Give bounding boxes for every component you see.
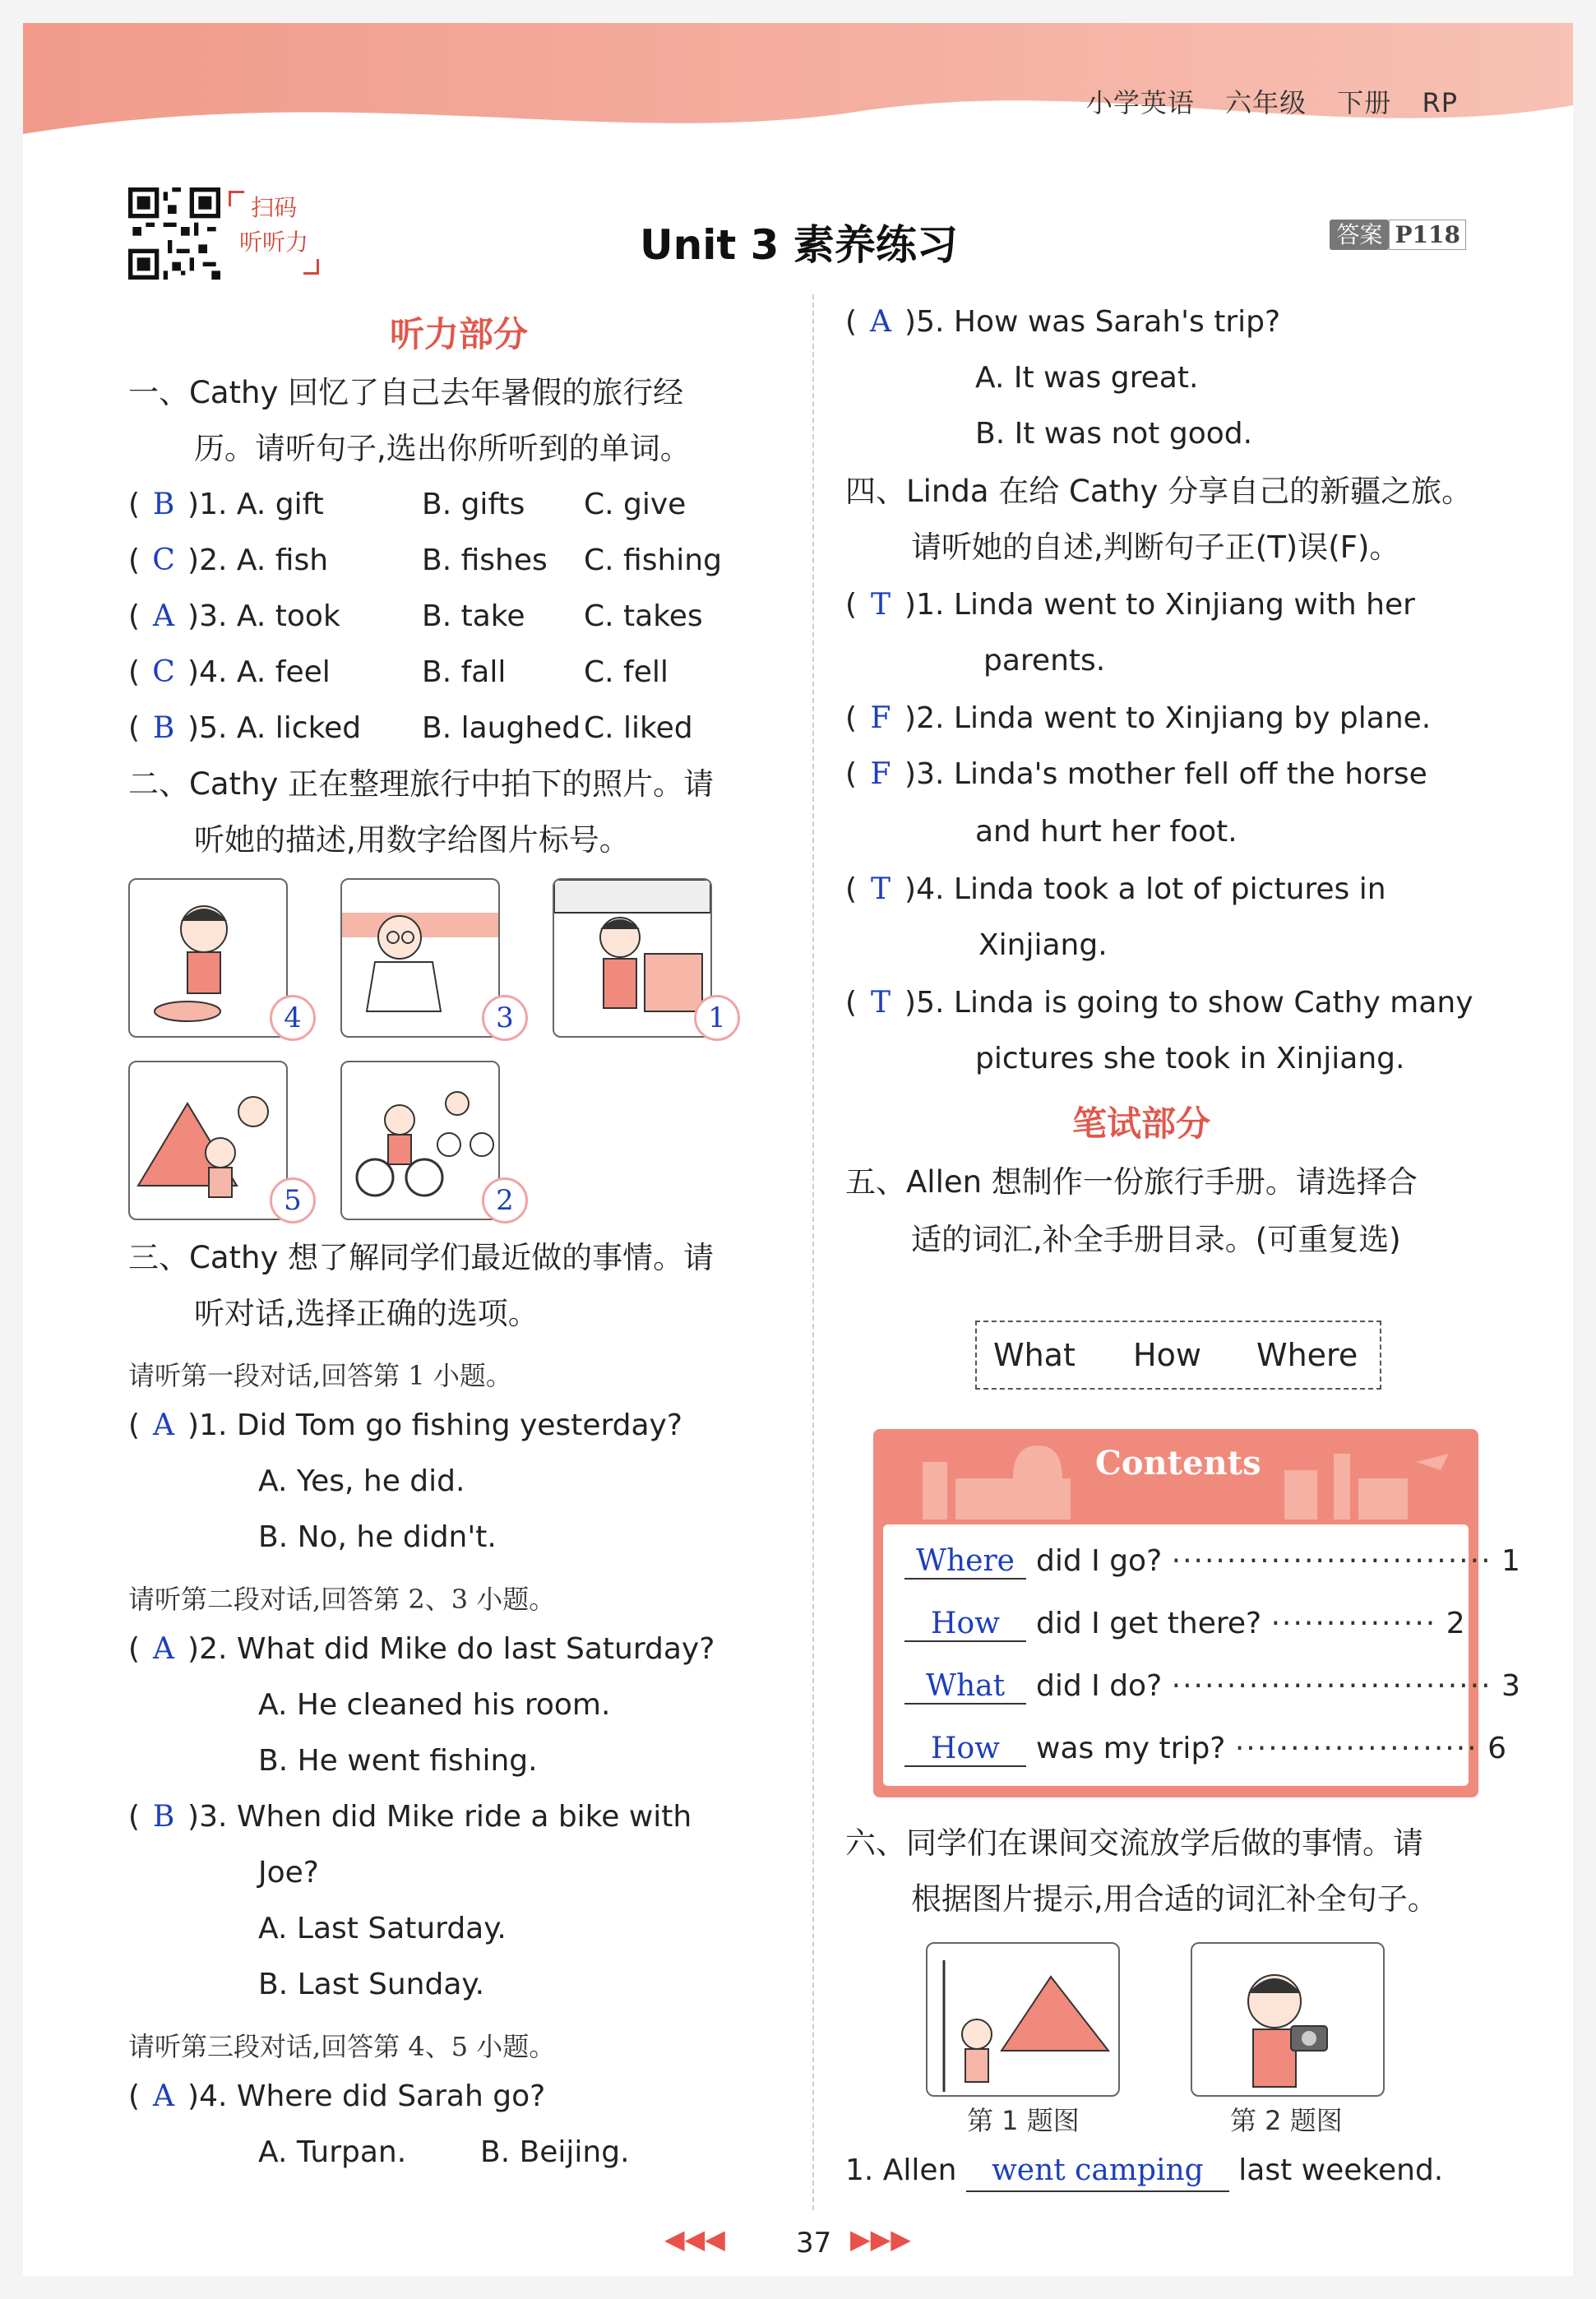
contents-row: How was my trip? ······················ 6	[904, 1732, 1506, 1767]
q1-option-a: A. Yes, he did.	[258, 1464, 465, 1498]
q3-option-a: A. Last Saturday.	[258, 1912, 507, 1945]
answer-mark: F	[870, 701, 891, 735]
edition-tag: RP	[1422, 87, 1458, 118]
listening-heading: 听力部分	[389, 314, 528, 354]
next-page-arrows[interactable]: ▶▶▶	[850, 2223, 911, 2255]
boy-fallen-hurt-icon	[340, 878, 500, 1038]
volume-tag: 下册	[1337, 87, 1392, 118]
answer-mark: B	[152, 711, 175, 745]
answer-page: P118	[1389, 220, 1466, 250]
dialog-note-3: 请听第三段对话,回答第 4、5 小题。	[128, 2031, 556, 2062]
answer-mark: B	[152, 488, 175, 521]
q4-option-a: A. Turpan.	[258, 2135, 407, 2169]
list-item: ( C )4. A. feel	[128, 653, 331, 692]
list-item: ( C )2. A. fish	[128, 541, 328, 581]
tf-item: ( T )5. Linda is going to show Cathy many	[845, 983, 1473, 1023]
dialog-note-2: 请听第二段对话,回答第 2、3 小题。	[128, 1584, 556, 1615]
option-c: C. takes	[584, 599, 703, 633]
word-bank-item: Where	[1256, 1337, 1358, 1373]
option-c: C. give	[584, 488, 687, 521]
contents-row: What did I do? ····························· 3	[904, 1669, 1520, 1705]
answer-reference	[1330, 217, 1466, 250]
sentence-1: 1. Allen went camping last weekend.	[845, 2151, 1443, 2192]
answer-mark: A	[153, 599, 175, 633]
question-4: ( A )4. Where did Sarah go?	[128, 2077, 545, 2116]
boy-camping-tent-icon	[926, 1942, 1120, 2097]
list-item: ( A )3. A. took	[128, 597, 340, 636]
girl-at-window-icon	[553, 878, 712, 1038]
tf-item: ( F )2. Linda went to Xinjiang by plane.	[845, 699, 1431, 738]
q2-option-b: B. He went fishing.	[258, 1744, 538, 1778]
part2-title-line1: 二、Cathy 正在整理旅行中拍下的照片。请	[128, 766, 715, 802]
option-c: C. liked	[584, 711, 693, 745]
picture-label-badge: 5	[270, 1177, 316, 1224]
page-title: Unit 3 素养练习	[640, 221, 958, 269]
picture-label-badge: 2	[482, 1177, 528, 1224]
part6-title-line2: 根据图片提示,用合适的词汇补全句子。	[911, 1881, 1438, 1917]
picture-label-badge: 1	[694, 995, 740, 1041]
part4-title-line1: 四、Linda 在给 Cathy 分享自己的新疆之旅。	[845, 474, 1473, 509]
scan-text-1: 扫码	[250, 194, 297, 221]
part1-title-line2: 历。请听句子,选出你所听到的单词。	[194, 431, 691, 466]
contents-card	[873, 1429, 1520, 1797]
answer-label: 答案	[1330, 220, 1389, 250]
question-3: ( B )3. When did Mike ride a bike with	[128, 1797, 692, 1837]
answer-blank[interactable]: How	[904, 1607, 1026, 1642]
tf-item-line2: Xinjiang.	[978, 928, 1108, 962]
answer-mark: A	[153, 2079, 175, 2113]
answer-blank[interactable]: How	[904, 1732, 1026, 1767]
q2-option-a: A. He cleaned his room.	[258, 1688, 611, 1722]
tf-item-line2: and hurt her foot.	[975, 815, 1237, 849]
part6-title-line1: 六、同学们在课间交流放学后做的事情。请	[845, 1825, 1423, 1861]
answer-mark: C	[152, 655, 175, 689]
girl-eating-fish-icon	[128, 878, 288, 1038]
q1-option-b: B. No, he didn't.	[258, 1520, 497, 1554]
option-b: B. take	[422, 599, 525, 633]
answer-mark: T	[871, 588, 891, 622]
answer-mark: F	[870, 757, 891, 791]
scan-listen-label[interactable]	[229, 191, 319, 275]
tf-item: ( T )4. Linda took a lot of pictures in	[845, 870, 1386, 909]
dialog-note-1: 请听第一段对话,回答第 1 小题。	[128, 1360, 512, 1391]
contents-list	[883, 1524, 1520, 1786]
subject-tag: 小学英语	[1085, 87, 1195, 118]
part1-title-line1: 一、Cathy 回忆了自己去年暑假的旅行经	[128, 375, 684, 410]
part3-title-line1: 三、Cathy 想了解同学们最近做的事情。请	[128, 1240, 715, 1275]
grade-tag: 六年级	[1225, 87, 1307, 118]
tf-item-line2: pictures she took in Xinjiang.	[975, 1042, 1405, 1075]
kids-camping-tent-icon	[128, 1061, 288, 1220]
answer-mark: C	[152, 544, 175, 577]
q3-text-line2: Joe?	[258, 1856, 319, 1890]
scan-text-2: 听听力	[238, 229, 308, 256]
page-number: 37	[796, 2227, 832, 2260]
q5-option-a: A. It was great.	[975, 361, 1199, 395]
answer-blank[interactable]: Where	[904, 1544, 1026, 1580]
tf-item: ( F )3. Linda's mother fell off the horse	[845, 755, 1427, 794]
part3-title-line2: 听对话,选择正确的选项。	[194, 1296, 539, 1331]
answer-blank[interactable]: What	[904, 1669, 1026, 1705]
question-5: ( A )5. How was Sarah's trip?	[845, 303, 1280, 342]
picture-caption-2: 第 2 题图	[1230, 2105, 1343, 2136]
contents-title: Contents	[1095, 1444, 1261, 1483]
question-2: ( A )2. What did Mike do last Saturday?	[128, 1630, 715, 1669]
word-bank-item: What	[993, 1337, 1076, 1373]
answer-mark: A	[153, 1409, 175, 1442]
answer-blank[interactable]: went camping	[966, 2151, 1229, 2192]
answer-mark: B	[152, 1800, 175, 1834]
list-item: ( B )1. A. gift	[128, 485, 324, 525]
answer-mark: A	[870, 305, 892, 339]
part5-title-line1: 五、Allen 想制作一份旅行手册。请选择合	[845, 1164, 1418, 1200]
page	[23, 23, 1573, 2276]
column-divider	[812, 294, 814, 2210]
girl-camera-icon	[1191, 1942, 1385, 2097]
tf-item-line2: parents.	[983, 644, 1106, 678]
book-info	[1065, 82, 1458, 120]
part2-title-line2: 听她的描述,用数字给图片标号。	[194, 822, 630, 858]
question-1: ( A )1. Did Tom go fishing yesterday?	[128, 1406, 682, 1446]
contents-row: Where did I go? ····························· 1	[904, 1544, 1520, 1580]
prev-page-arrows[interactable]: ◀◀◀	[664, 2223, 725, 2255]
picture-label-badge: 4	[270, 995, 316, 1041]
part5-title-line2: 适的词汇,补全手册目录。(可重复选)	[911, 1222, 1401, 1257]
answer-mark: T	[871, 986, 891, 1020]
picture-label-badge: 3	[482, 995, 528, 1041]
word-bank	[975, 1321, 1381, 1390]
qr-code-icon[interactable]	[128, 187, 220, 280]
q3-option-b: B. Last Sunday.	[258, 1968, 485, 2001]
q4-option-b: B. Beijing.	[480, 2135, 630, 2169]
kids-riding-bikes-icon	[340, 1061, 500, 1220]
option-b: B. gifts	[422, 488, 525, 521]
option-c: C. fishing	[584, 544, 722, 577]
option-b: B. laughed	[422, 711, 581, 745]
option-c: C. fell	[584, 655, 668, 689]
option-b: B. fishes	[422, 544, 548, 577]
header-banner	[23, 23, 1573, 138]
option-b: B. fall	[422, 655, 507, 689]
tf-item: ( T )1. Linda went to Xinjiang with her	[845, 585, 1415, 625]
q5-option-b: B. It was not good.	[975, 417, 1253, 451]
answer-mark: T	[871, 872, 891, 906]
picture-caption-1: 第 1 题图	[967, 2105, 1080, 2136]
contents-row: How did I get there? ··············· 2	[904, 1607, 1465, 1642]
list-item: ( B )5. A. licked	[128, 709, 361, 748]
writing-heading: 笔试部分	[1071, 1103, 1210, 1144]
part4-title-line2: 请听她的自述,判断句子正(T)误(F)。	[911, 530, 1400, 565]
answer-mark: A	[153, 1632, 175, 1666]
word-bank-item: How	[1133, 1337, 1201, 1373]
